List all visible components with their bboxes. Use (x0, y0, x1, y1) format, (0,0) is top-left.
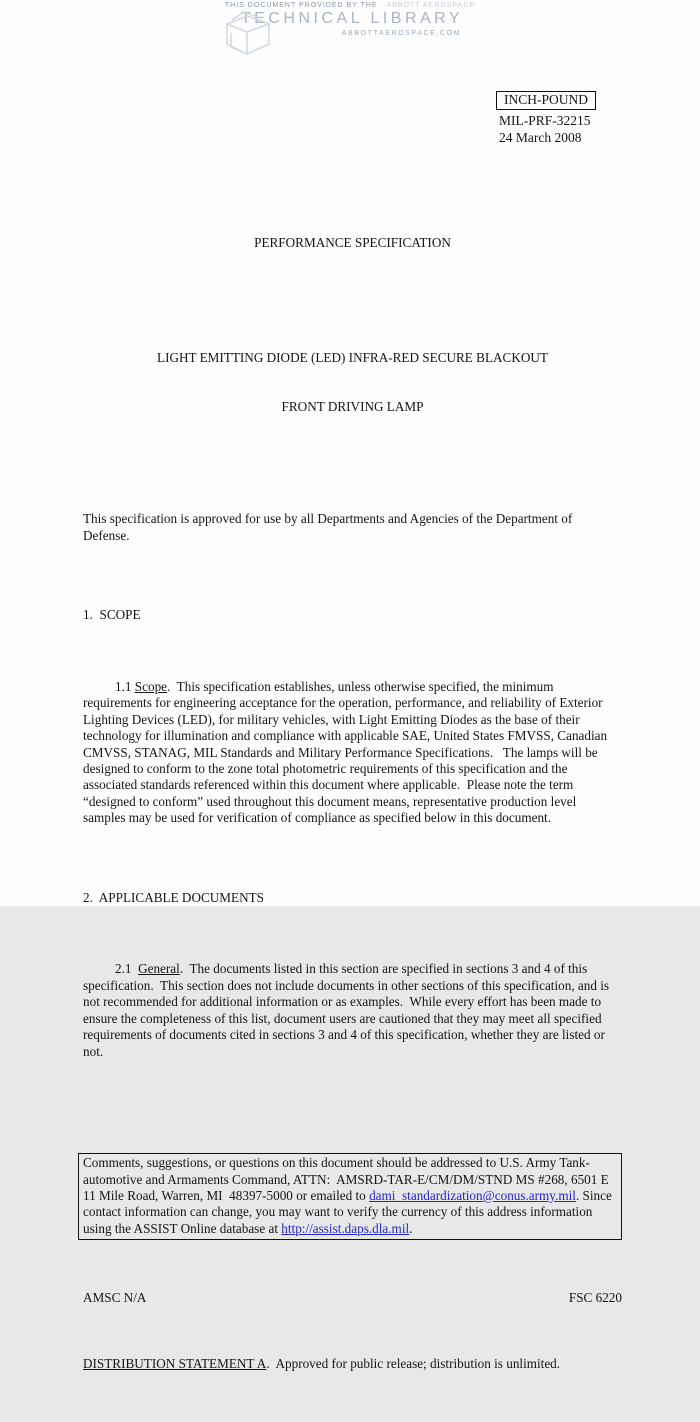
scope-body-text: . This specification establishes, unless otherwise specified, the minimum requirements for engineering acceptance for the operation, performance, and reliability of Exterior Lighting Devices (LED), for military vehicles, with Light Emitting Diodes as the base of their technology for illumination and compliance with applicable SAE, United States FMVSS, Canadian CMVSS, STANAG, MIL Standards and Military Performance Specifications. The lamps will be designed to conform to the zone total photometric requirements of this specification and the associated standards referenced within this document where applicable. Please note the term “designed to conform” used throughout this document means, representative production level samples may be used for verification of compliance as specified below in this document. (83, 678, 611, 826)
footer-id-line (83, 1290, 622, 1306)
provided-by-line (225, 2, 475, 9)
provided-by-text: THIS DOCUMENT PROVIDED BY THE (224, 2, 378, 9)
scope-label: Scope (134, 678, 168, 694)
spec-number: MIL-PRF-32215 (499, 113, 591, 128)
section-1-heading: 1. SCOPE (83, 607, 141, 623)
amsc-code: AMSC N/A (83, 1290, 147, 1306)
general-label: General (138, 961, 180, 977)
document-body (83, 186, 622, 1422)
distribution-statement (83, 1356, 622, 1372)
distribution-statement-label: DISTRIBUTION STATEMENT A (83, 1356, 267, 1371)
paragraph-2-1-general (83, 961, 622, 1059)
doc-title-line2: FRONT DRIVING LAMP (281, 398, 424, 414)
scope-number: 1.1 (115, 678, 135, 694)
abbott-aerospace-text: ABBOTT AEROSPACE (386, 2, 476, 9)
paragraph-1-1-scope (83, 679, 622, 827)
general-body-text: . The documents listed in this section are specified in sections 3 and 4 of this specification. This section does not include documents in other sections of this specification, and is not recommended for additional information or as examples. While every effort has been made to ensure the completeness of this list, document users are cautioned that they may meet all specified requirements of documents cited in sections 3 and 4 of this specification, whether they are listed or not. (83, 961, 613, 1059)
section-2-heading: 2. APPLICABLE DOCUMENTS (83, 889, 264, 905)
technical-library-header-inner (225, 2, 475, 37)
general-number: 2.1 (115, 961, 139, 977)
spec-date: 24 March 2008 (499, 130, 582, 145)
approval-paragraph: This specification is approved for use by all Departments and Agencies of the Department of Defense. (83, 511, 576, 543)
distribution-statement-text: . Approved for public release; distribution is unlimited. (266, 1356, 561, 1371)
abbott-cube-logo-icon (219, 9, 275, 57)
comments-text-3: . (409, 1220, 413, 1236)
comments-box (78, 1153, 622, 1240)
technical-library-header (0, 2, 700, 37)
inch-pound-box: INCH-POUND (496, 91, 596, 110)
abbottaerospace-url[interactable]: ABBOTTAEROSPACE.COM (341, 30, 462, 37)
doc-title-line1: LIGHT EMITTING DIODE (LED) INFRA-RED SECURE BLACKOUT (157, 349, 548, 365)
assist-url-link[interactable]: http://assist.daps.dla.mil (281, 1220, 410, 1236)
email-link[interactable]: dami_standardization@conus.army.mil (369, 1187, 576, 1203)
fsc-code: FSC 6220 (568, 1290, 622, 1306)
technical-library-title: TECHNICAL LIBRARY (240, 10, 464, 27)
comments-text-1: Comments, suggestions, or questions on this document should be addressed to U.S. Army Tank-automotive and Armaments Command, ATTN: AMSRD-TAR-E/CM/DM/STND MS #268, 6501 E 11 Mile Road, Warren, MI 48397-5000 or emailed to (83, 1155, 613, 1203)
doc-id-block (496, 91, 596, 146)
doc-type-heading: PERFORMANCE SPECIFICATION (254, 235, 451, 251)
doc-title (83, 317, 622, 448)
comments-text-2: . Since contact information can change, you may want to verify the currency of this address information using the ASSIST Online database at (83, 1187, 616, 1236)
